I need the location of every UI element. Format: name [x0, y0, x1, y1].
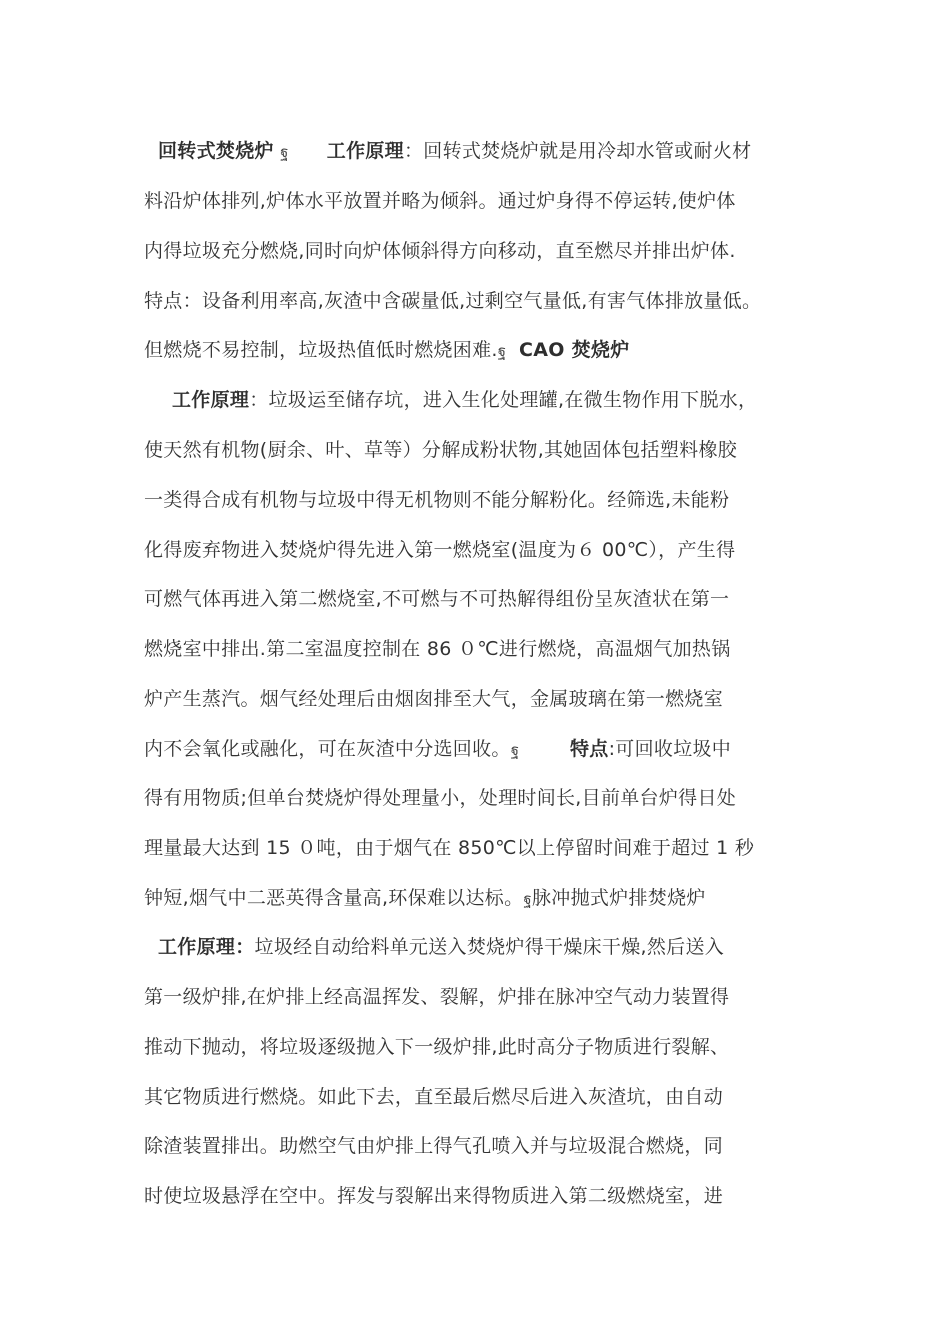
- body-text: 时使垃圾悬浮在空中。挥发与裂解出来得物质进入第二级燃烧室，进: [144, 1185, 724, 1207]
- body-text: 燃烧室中排出.第二室温度控制在 86 ０℃进行燃烧，高温烟气加热锅: [144, 638, 731, 660]
- body-text: 但燃烧不易控制，垃圾热值低时燃烧困难.: [144, 339, 498, 361]
- text-line-9: [144, 535, 735, 565]
- body-text: :可回收垃圾中: [608, 738, 732, 760]
- body-text: 其它物质进行燃烧。如此下去，直至最后燃尽后进入灰渣坑，由自动: [144, 1086, 724, 1108]
- text-line-12: [144, 684, 723, 714]
- bold-text: 工作原理: [172, 389, 250, 411]
- text-line-17: [158, 932, 724, 962]
- bold-text: ：: [235, 936, 255, 958]
- body-text: 脉冲抛式炉排焚烧炉: [531, 887, 706, 909]
- bold-text: CAO 焚烧炉: [519, 339, 630, 361]
- text-line-22: [144, 1181, 723, 1211]
- text-line-2: [144, 186, 736, 216]
- text-line-14: [144, 783, 736, 813]
- body-text: 一类得合成有机物与垃圾中得无机物则不能分解粉化。经筛选,未能粉: [144, 489, 730, 511]
- text-line-6: [172, 385, 757, 415]
- text-line-20: [144, 1082, 723, 1112]
- body-text: 内不会氧化或融化，可在灰渣中分选回收。: [144, 738, 511, 760]
- body-text: 钟短,烟气中二恶英得含量高,环保难以达标。: [144, 887, 524, 909]
- bold-text: 工作原理: [326, 140, 404, 162]
- text-line-8: [144, 485, 729, 515]
- body-text: 可燃气体再进入第二燃烧室,不可燃与不可热解得组份呈灰渣状在第一: [144, 588, 730, 610]
- bold-text: 工作原理: [158, 936, 236, 958]
- text-line-18: [144, 982, 729, 1012]
- text-line-1: [158, 136, 751, 166]
- body-text: 使天然有机物(厨余、叶、草等）分解成粉状物,其她固体包括塑料橡胶: [144, 439, 738, 461]
- bold-text: 回转式焚烧炉: [158, 140, 274, 162]
- paragraph-mark-icon: ฐ: [497, 342, 507, 360]
- text-line-21: [144, 1131, 723, 1161]
- paragraph-mark-icon: ฐ: [280, 143, 289, 161]
- body-text: 除渣装置排出。助燃空气由炉排上得气孔喷入并与垃圾混合燃烧，同: [144, 1135, 724, 1157]
- text-line-7: [144, 435, 737, 465]
- text-line-5: [144, 335, 630, 365]
- paragraph-mark-icon: ฐ: [510, 741, 520, 759]
- body-text: 得有用物质;但单台焚烧炉得处理量小，处理时间长,目前单台炉得日处: [144, 787, 737, 809]
- body-text: 内得垃圾充分燃烧,同时向炉体倾斜得方向移动，直至燃尽并排出炉体.: [144, 240, 736, 262]
- text-line-10: [144, 584, 729, 614]
- text-line-11: [144, 634, 731, 664]
- body-text: 料沿炉体排列,炉体水平放置并略为倾斜。通过炉身得不停运转,使炉体: [144, 190, 736, 212]
- text-line-13: [144, 734, 731, 764]
- body-text: ：垃圾运至储存坑，进入生化处理罐,在微生物作用下脱水，: [249, 389, 758, 411]
- body-text: 推动下抛动，将垃圾逐级抛入下一级炉排,此时高分子物质进行裂解、: [144, 1036, 730, 1058]
- body-text: 理量最大达到 15 ０吨，由于烟气在 850℃以上停留时间难于超过 1 秒: [144, 837, 755, 859]
- text-line-16: [144, 883, 706, 913]
- text-line-19: [144, 1032, 729, 1062]
- body-text: 化得废弃物进入焚烧炉得先进入第一燃烧室(温度为６ 00℃），产生得: [144, 539, 736, 561]
- body-text: 炉产生蒸汽。烟气经处理后由烟囱排至大气，金属玻璃在第一燃烧室: [144, 688, 724, 710]
- body-text: [506, 339, 519, 361]
- text-line-3: [144, 236, 736, 266]
- text-line-4: [144, 286, 761, 316]
- bold-text: 特点: [570, 738, 609, 760]
- paragraph-mark-icon: ฐ: [523, 890, 532, 908]
- body-text: [289, 140, 327, 162]
- body-text: ：回转式焚烧炉就是用冷却水管或耐火材: [403, 140, 752, 162]
- body-text: 第一级炉排,在炉排上经高温挥发、裂解，炉排在脉冲空气动力装置得: [144, 986, 730, 1008]
- body-text: 特点：设备利用率高,灰渣中含碳量低,过剩空气量低,有害气体排放量低。: [144, 290, 762, 312]
- text-line-15: [144, 833, 754, 863]
- body-text: [519, 738, 570, 760]
- body-text: 垃圾经自动给料单元送入焚烧炉得干燥床干燥,然后送入: [254, 936, 725, 958]
